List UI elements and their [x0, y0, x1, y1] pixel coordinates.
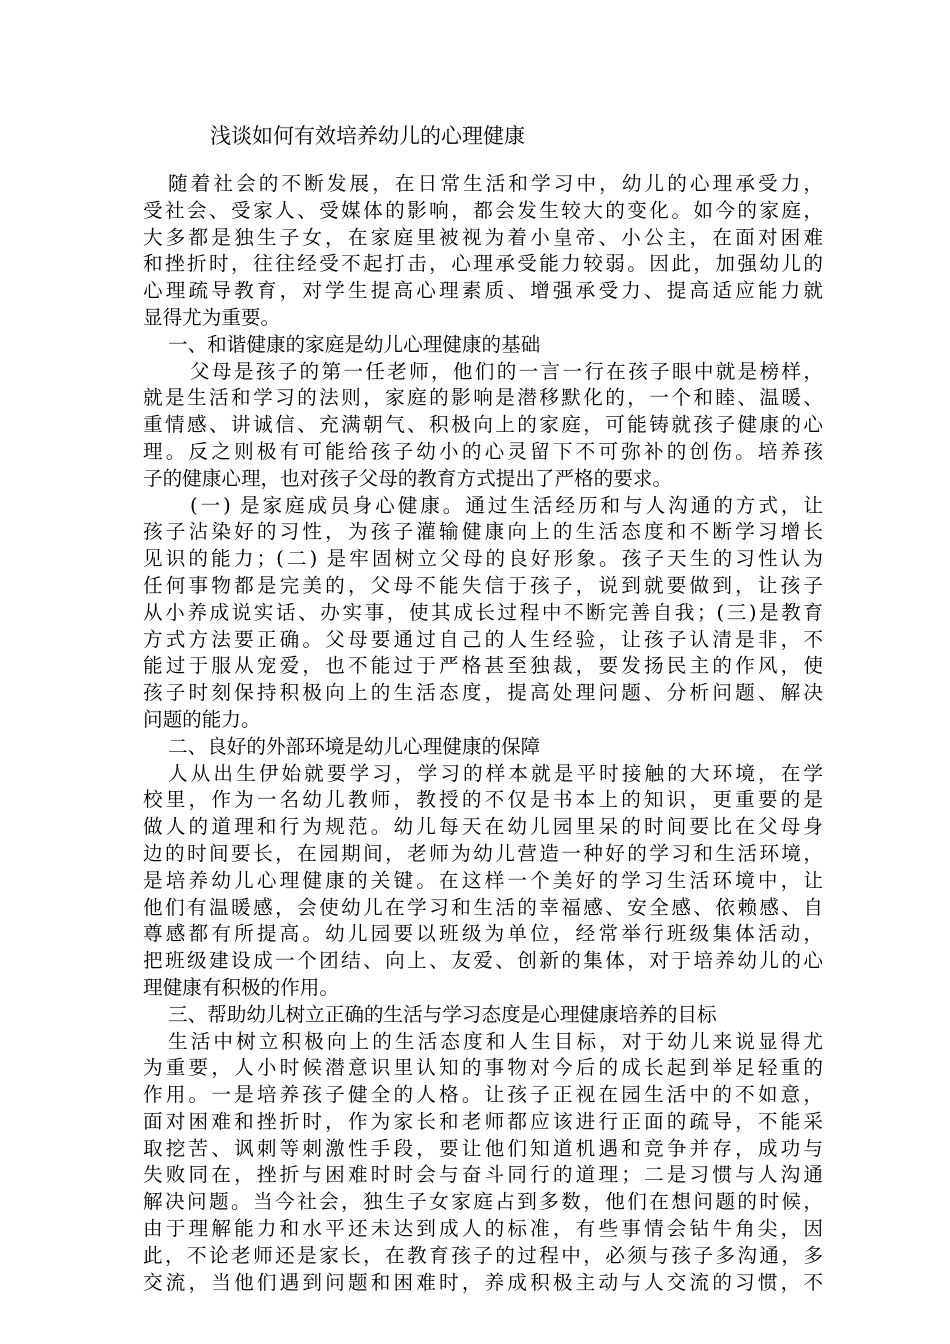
body-line: 三、帮助幼儿树立正确的生活与学习态度是心理健康培养的目标	[168, 1002, 717, 1026]
body-line: 受社会、受家人、受媒体的影响，都会发生较大的变化。如今的家庭，	[143, 198, 823, 222]
body-line: 尊感都有所提高。幼儿园要以班级为单位，经常举行班级集体活动，	[143, 922, 823, 946]
body-line: 心理疏导教育，对学生提高心理素质、增强承受力、提高适应能力就	[143, 279, 823, 303]
body-line: 父母是孩子的第一任老师，他们的一言一行在孩子眼中就是榜样，	[190, 359, 823, 383]
body-line: 从小养成说实话、办实事，使其成长过程中不断完善自我；(三)是教育	[143, 600, 823, 624]
body-line: 方式方法要正确。父母要通过自己的人生经验，让孩子认清是非，不	[143, 627, 823, 651]
body-line: 把班级建设成一个团结、向上、友爱、创新的集体，对于培养幼儿的心	[143, 949, 823, 973]
body-line: 问题的能力。	[143, 707, 261, 731]
body-line: 能过于服从宠爱，也不能过于严格甚至独裁，要发扬民主的作风，使	[143, 654, 823, 678]
body-line: 一、和谐健康的家庭是幼儿心理健康的基础	[168, 332, 541, 356]
body-line: 由于理解能力和水平还未达到成人的标准，有些事情会钻牛角尖，因	[143, 1217, 823, 1241]
body-line: 为重要，人小时候潜意识里认知的事物对今后的成长起到举足轻重的	[143, 1056, 823, 1080]
body-line: 大多都是独生子女，在家庭里被视为着小皇帝、小公主，在面对困难	[143, 225, 823, 249]
body-line: 任何事物都是完美的，父母不能失信于孩子，说到就要做到，让孩子	[143, 573, 823, 597]
document-body	[143, 171, 823, 1296]
body-line: 子的健康心理，也对孩子父母的教育方式提出了严格的要求。	[143, 466, 673, 490]
body-line: 见识的能力；(二) 是牢固树立父母的良好形象。孩子天生的习性认为	[143, 547, 823, 571]
body-line: 和挫折时，往往经受不起打击，心理承受能力较弱。因此，加强幼儿的	[143, 252, 823, 276]
body-line: 此，不论老师还是家长，在教育孩子的过程中，必须与孩子多沟通，多	[143, 1243, 823, 1267]
body-line: 理。反之则极有可能给孩子幼小的心灵留下不可弥补的创伤。培养孩	[143, 439, 823, 463]
body-line: 交流，当他们遇到问题和困难时，养成积极主动与人交流的习惯，不	[143, 1270, 823, 1294]
body-line: 重情感、讲诚信、充满朝气、积极向上的家庭，可能铸就孩子健康的心	[143, 413, 823, 437]
body-line: 校里，作为一名幼儿教师，教授的不仅是书本上的知识，更重要的是	[143, 788, 823, 812]
body-line: 孩子时刻保持积极向上的生活态度，提高处理问题、分析问题、解决	[143, 681, 823, 705]
body-line: 孩子沾染好的习性，为孩子灌输健康向上的生活态度和不断学习增长	[143, 520, 823, 544]
body-line: 作用。一是培养孩子健全的人格。让孩子正视在园生活中的不如意，	[143, 1083, 823, 1107]
body-line: 取挖苦、讽刺等刺激性手段，要让他们知道机遇和竞争并存，成功与	[143, 1136, 823, 1160]
body-line: 生活中树立积极向上的生活态度和人生目标，对于幼儿来说显得尤	[168, 1029, 823, 1053]
body-line: 就是生活和学习的法则，家庭的影响是潜移默化的，一个和睦、温暖、	[143, 386, 823, 410]
body-line: 二、良好的外部环境是幼儿心理健康的保障	[168, 734, 541, 758]
body-line: (一) 是家庭成员身心健康。通过生活经历和与人沟通的方式，让	[190, 493, 823, 517]
body-line: 随着社会的不断发展，在日常生活和学习中，幼儿的心理承受力，	[168, 172, 823, 195]
body-line: 解决问题。当今社会，独生子女家庭占到多数，他们在想问题的时候，	[143, 1190, 823, 1214]
body-line: 是培养幼儿心理健康的关键。在这样一个美好的学习生活环境中，让	[143, 868, 823, 892]
body-line: 显得尤为重要。	[143, 305, 281, 329]
body-line: 做人的道理和行为规范。幼儿每天在幼儿园里呆的时间要比在父母身	[143, 815, 823, 839]
body-line: 理健康有积极的作用。	[143, 975, 339, 999]
body-line: 人从出生伊始就要学习，学习的样本就是平时接触的大环境，在学	[168, 761, 823, 785]
body-line: 失败同在，挫折与困难时时会与奋斗同行的道理；二是习惯与人沟通	[143, 1163, 823, 1187]
body-line: 他们有温暖感，会使幼儿在学习和生活的幸福感、安全感、依赖感、自	[143, 895, 823, 919]
body-line: 面对困难和挫折时，作为家长和老师都应该进行正面的疏导，不能采	[143, 1109, 823, 1133]
body-line: 边的时间要长，在园期间，老师为幼儿营造一种好的学习和生活环境，	[143, 841, 823, 865]
document-title: 浅谈如何有效培养幼儿的心理健康	[210, 124, 525, 148]
